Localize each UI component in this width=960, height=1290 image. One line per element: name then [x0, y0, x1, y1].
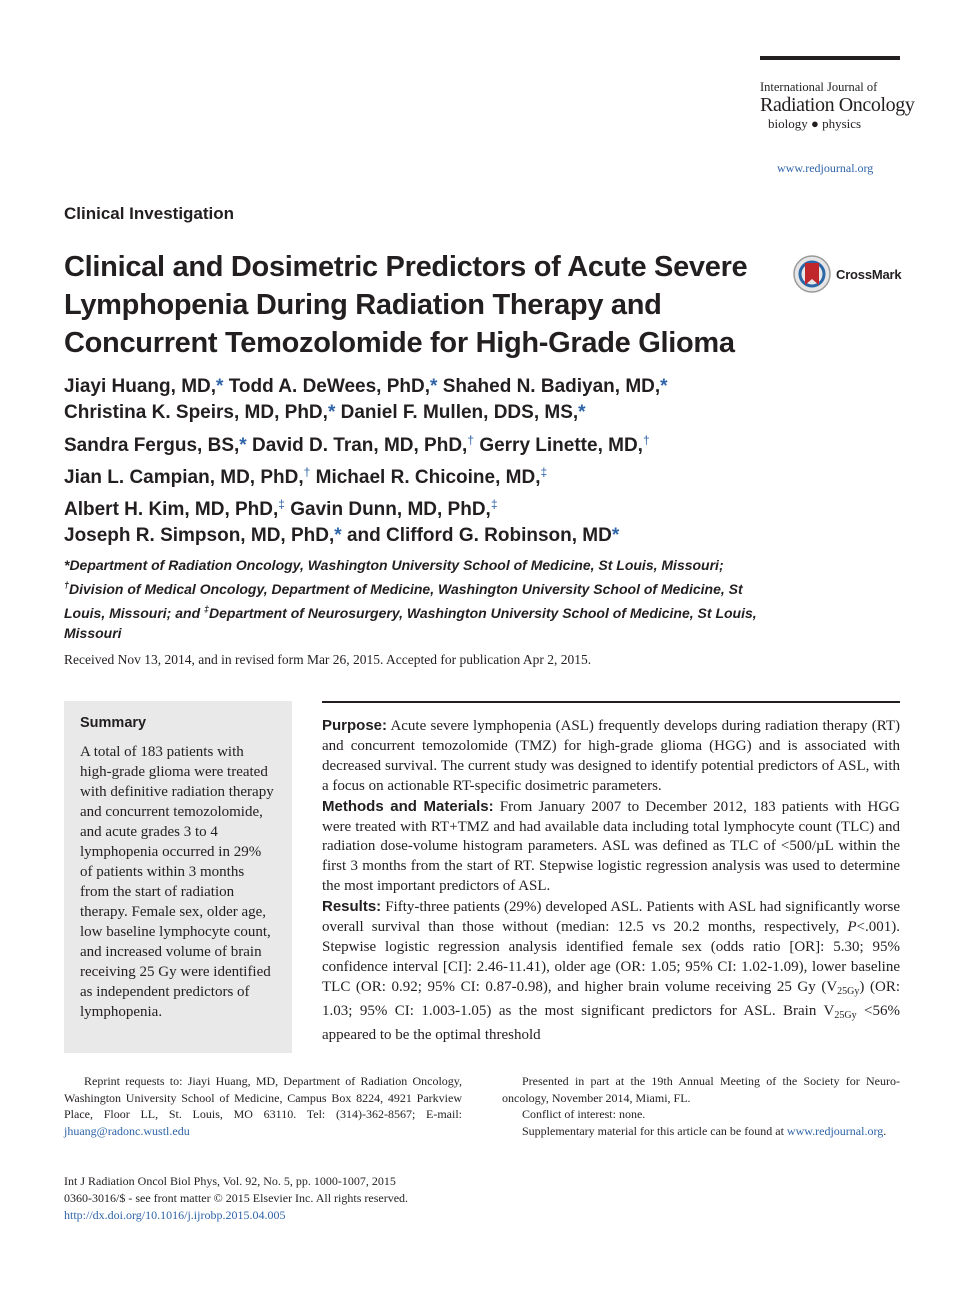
section-label: Clinical Investigation — [64, 204, 235, 223]
author-name: David D. Tran, MD, PhD, — [251, 434, 468, 456]
citation-line: Int J Radiation Oncol Biol Phys, Vol. 92, No. 5, pp. 1000-1007, 2015 — [64, 1174, 396, 1188]
journal-url-link[interactable]: www.redjournal.org — [777, 161, 874, 175]
author-name: Jiayi Huang, MD, — [64, 376, 217, 397]
crossmark-icon — [792, 254, 832, 294]
journal-biology: biology — [768, 116, 808, 131]
article-title: Clinical and Dosimetric Predictors of Acute Severe Lymphopenia During Radiation Therapy and Concurrent Temozolomide for High-Grade Glioma — [64, 251, 748, 359]
abstract-rule — [322, 701, 900, 703]
presented-footnote — [502, 1073, 900, 1140]
author-mark: † — [303, 464, 311, 479]
author-name: Albert H. Kim, MD, PhD, — [64, 499, 279, 521]
crossmark-label: CrossMark — [836, 266, 902, 282]
v25gy-subscript: 25Gy — [834, 1009, 857, 1021]
author-mark: ‡ — [278, 497, 285, 512]
author-mark: * — [239, 434, 247, 456]
author-list — [64, 374, 784, 550]
author-name: and Clifford G. Robinson, MD — [346, 525, 612, 547]
supplementary-link[interactable]: www.redjournal.org — [786, 1124, 884, 1139]
results-text-1: Fifty-three patients (29%) developed ASL. Patients with ASL had significantly worse overall survival than those without (median: 12.5 vs 20.2 months, respectively, — [322, 899, 901, 936]
conflict-text: Conflict of interest: none. — [522, 1107, 646, 1122]
supplementary-end: . — [883, 1124, 887, 1139]
results-label: Results: — [322, 898, 382, 916]
author-name: Daniel F. Mullen, DDS, MS, — [340, 402, 579, 424]
purpose-text: Acute severe lymphopenia (ASL) frequently develops during radiation therapy (RT) and concurrent temozolomide (TMZ) for high-grade glioma (HGG) and is associated with decreased survival. The current study was designed to identify potential predictors of ASL, with a focus on actionable RT-specific dosimetric parameters. — [322, 718, 900, 794]
author-mark: † — [642, 432, 650, 447]
author-mark: * — [660, 376, 668, 397]
author-mark: * — [334, 525, 342, 547]
affiliation-2: Division of Medical Oncology, Department of Medicine, Washington University School of Medicine, St Louis, Missouri; and — [64, 581, 743, 621]
author-mark: * — [216, 376, 224, 397]
author-mark: ‡ — [540, 464, 548, 479]
summary-heading: Summary — [80, 715, 147, 731]
copyright-line: 0360-3016/$ - see front matter © 2015 Elsevier Inc. All rights reserved. — [64, 1191, 409, 1205]
journal-name-line1: International Journal of — [760, 80, 878, 94]
methods-label: Methods and Materials: — [322, 797, 494, 815]
journal-physics: physics — [822, 116, 862, 131]
author-name: Joseph R. Simpson, MD, PhD, — [64, 525, 335, 547]
journal-masthead — [760, 80, 920, 132]
author-mark: * — [578, 402, 586, 424]
author-mark: * — [327, 402, 336, 424]
crossmark-badge[interactable] — [792, 254, 901, 294]
bullet-icon: ● — [810, 116, 819, 131]
results-text-4: <56% appeared to be the optimal threshold — [322, 1002, 901, 1043]
reprint-email-link[interactable]: jhuang@radonc.wustl.edu — [64, 1124, 190, 1139]
summary-text: A total of 183 patients with high-grade glioma were treated with definitive radiation therapy and concurrent temozolomide, and acute grades 3 to 4 lymphopenia occurred in 29% of patients within 3 months from the start of radiation therapy. Female sex, older age, low baseline lymphocyte count, and increased volume of brain receiving 25 Gy were identified as independent predictors of lymphopenia. — [80, 744, 274, 1020]
author-mark: † — [467, 432, 475, 447]
author-name: Christina K. Speirs, MD, PhD, — [64, 402, 328, 424]
author-name: Michael R. Chicoine, MD, — [315, 466, 541, 488]
v25gy-subscript: 25Gy — [837, 985, 860, 997]
affiliations — [64, 555, 784, 643]
reprint-footnote — [64, 1073, 462, 1140]
author-name: Jian L. Campian, MD, PhD, — [64, 466, 304, 488]
results-text-2: <.001). Stepwise logistic regression analysis identified female sex (odds ratio [OR]: 5.30; 95% confidence interval [CI]: 2.46-11.41), older age (OR: 1.05; 95% CI: 1.02-1.09), lower baseline TLC (OR: 0.92; 95% CI: 0.87-0.98), and higher brain volume receiving 25 Gy (V — [322, 919, 901, 995]
author-mark: ‡ — [490, 497, 498, 512]
author-mark: * — [611, 525, 620, 547]
affiliation-3: Department of Neurosurgery, Washington University School of Medicine, St Louis, Missouri — [64, 605, 757, 641]
author-name: Gavin Dunn, MD, PhD, — [290, 499, 491, 521]
affiliation-mark: † — [64, 580, 70, 590]
p-value-symbol: P — [847, 919, 857, 936]
author-name: Gerry Linette, MD, — [479, 434, 643, 456]
journal-name-line2: Radiation Oncology — [760, 94, 915, 116]
journal-rule — [760, 56, 900, 60]
presented-text: Presented in part at the 19th Annual Meeting of the Society for Neuro-oncology, November 2014, Miami, FL. — [502, 1074, 900, 1105]
author-name: Shahed N. Badiyan, MD, — [442, 376, 661, 397]
author-mark: * — [430, 376, 438, 397]
purpose-label: Purpose: — [322, 717, 388, 734]
methods-text: From January 2007 to December 2012, 183 patients with HGG were treated with RT+TMZ and had available data including total lymphocyte count (TLC) and radiation dose-volume histogram parameters. ASL was defined as TLC of <500/µL within the first 3 months from the start of RT. Stepwise logistic regression analysis was used to determine the most important predictors of ASL. — [322, 798, 900, 895]
supplementary-text: Supplementary material for this article can be found at — [522, 1124, 784, 1139]
abstract — [322, 716, 900, 1046]
author-name: Todd A. DeWees, PhD, — [228, 376, 430, 397]
doi-link[interactable]: http://dx.doi.org/10.1016/j.ijrobp.2015.04.005 — [64, 1208, 286, 1222]
author-name: Sandra Fergus, BS, — [64, 434, 240, 456]
citation-block — [64, 1173, 408, 1224]
affiliation-mark: ‡ — [204, 604, 210, 614]
reprint-text: Reprint requests to: Jiayi Huang, MD, Department of Radiation Oncology, Washington University School of Medicine, Campus Box 8224, 4921 Parkview Place, Floor LL, St. Louis, MO 63110. Tel: (314)-362-8567; E-mail: — [64, 1074, 462, 1122]
received-dates: Received Nov 13, 2014, and in revised form Mar 26, 2015. Accepted for publication Apr 2, 2015. — [64, 652, 592, 667]
journal-name-line3 — [760, 116, 920, 132]
results-text-3: ) (OR: 1.03; 95% CI: 1.003-1.05) as the most significant predictors for ASL. Brain V — [322, 978, 900, 1019]
affiliation-1: *Department of Radiation Oncology, Washington University School of Medicine, St Louis, Missouri; — [64, 557, 724, 573]
